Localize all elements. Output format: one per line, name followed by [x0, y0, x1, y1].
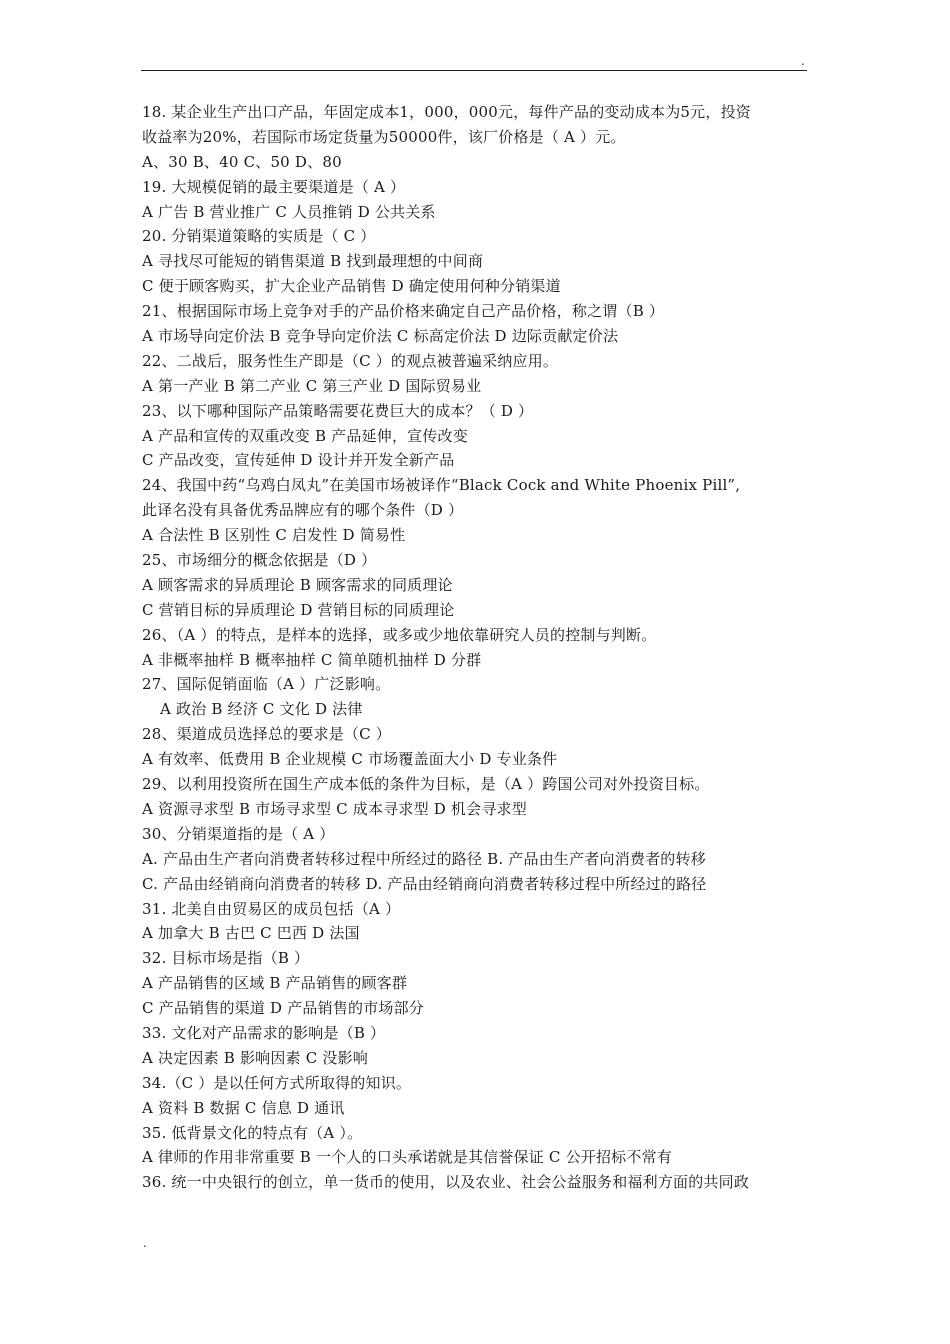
question-20-options-1: A 寻找尽可能短的销售渠道 B 找到最理想的中间商 — [142, 252, 484, 271]
question-29-options: A 资源寻求型 B 市场寻求型 C 成本寻求型 D 机会寻求型 — [142, 799, 527, 818]
header-dot: . — [801, 54, 805, 68]
question-26-options: A 非概率抽样 B 概率抽样 C 简单随机抽样 D 分群 — [142, 650, 482, 669]
question-21-options: A 市场导向定价法 B 竞争导向定价法 C 标高定价法 D 边际贡献定价法 — [142, 327, 619, 346]
question-21: 21、根据国际市场上竞争对手的产品价格来确定自己产品价格，称之谓（B ） — [142, 302, 665, 321]
question-28: 28、渠道成员选择总的要求是（C ） — [142, 725, 391, 744]
footer-dot: . — [143, 1236, 147, 1250]
question-35-options: A 律师的作用非常重要 B 一个人的口头承诺就是其信誉保证 C 公开招标不常有 — [142, 1148, 672, 1167]
question-30: 30、分销渠道指的是（ A ） — [142, 824, 335, 843]
question-23-options-1: A 产品和宣传的双重改变 B 产品延伸，宣传改变 — [142, 426, 468, 445]
question-28-options: A 有效率、低费用 B 企业规模 C 市场覆盖面大小 D 专业条件 — [142, 750, 558, 769]
question-18-options: A、30 B、40 C、50 D、80 — [142, 152, 342, 171]
question-18-line2: 收益率为20%，若国际市场定货量为50000件，该厂价格是（ A ）元。 — [142, 127, 626, 146]
question-24-line2: 此译名没有具备优秀品牌应有的哪个条件（D ） — [142, 501, 464, 520]
question-32-options-1: A 产品销售的区域 B 产品销售的顾客群 — [142, 974, 408, 993]
question-29: 29、以利用投资所在国生产成本低的条件为目标，是（A ）跨国公司对外投资目标。 — [142, 775, 710, 794]
question-22: 22、二战后，服务性生产即是（C ）的观点被普遍采纳应用。 — [142, 351, 559, 370]
question-30-options-1: A. 产品由生产者向消费者转移过程中所经过的路径 B. 产品由生产者向消费者的转移 — [142, 849, 706, 868]
question-31-options: A 加拿大 B 古巴 C 巴西 D 法国 — [142, 924, 360, 943]
question-31: 31. 北美自由贸易区的成员包括（A ） — [142, 899, 401, 918]
question-19-options: A 广告 B 营业推广 C 人员推销 D 公共关系 — [142, 202, 436, 221]
document-body — [142, 100, 818, 1195]
question-20: 20. 分销渠道策略的实质是（ C ） — [142, 227, 376, 246]
question-34-options: A 资料 B 数据 C 信息 D 通讯 — [142, 1098, 345, 1117]
question-32-options-2: C 产品销售的渠道 D 产品销售的市场部分 — [142, 999, 425, 1018]
question-27: 27、国际促销面临（A ）广泛影响。 — [142, 675, 391, 694]
question-27-options: A 政治 B 经济 C 文化 D 法律 — [160, 700, 363, 719]
question-25: 25、市场细分的概念依据是（D ） — [142, 551, 377, 570]
question-24-options: A 合法性 B 区别性 C 启发性 D 简易性 — [142, 526, 406, 545]
question-36: 36. 统一中央银行的创立，单一货币的使用，以及农业、社会公益服务和福利方面的共同政 — [142, 1173, 750, 1192]
question-32: 32. 目标市场是指（B ） — [142, 949, 310, 968]
question-18-line1: 18. 某企业生产出口产品，年固定成本1，000，000元，每件产品的变动成本为5元，投资 — [142, 103, 751, 121]
question-20-options-2: C 便于顾客购买，扩大企业产品销售 D 确定使用何种分销渠道 — [142, 277, 561, 296]
question-25-options-1: A 顾客需求的异质理论 B 顾客需求的同质理论 — [142, 575, 453, 594]
question-35: 35. 低背景文化的特点有（A ）。 — [142, 1123, 363, 1142]
question-30-options-2: C. 产品由经销商向消费者的转移 D. 产品由经销商向消费者转移过程中所经过的路径 — [142, 874, 707, 893]
question-26: 26、（A ）的特点，是样本的选择，或多或少地依靠研究人员的控制与判断。 — [142, 625, 657, 644]
question-34: 34.（C ）是以任何方式所取得的知识。 — [142, 1073, 412, 1092]
question-33: 33. 文化对产品需求的影响是（B ） — [142, 1023, 386, 1042]
question-22-options: A 第一产业 B 第二产业 C 第三产业 D 国际贸易业 — [142, 376, 482, 395]
question-24-line1: 24、我国中药“乌鸡白凤丸”在美国市场被译作“Black Cock and White Phoenix Pill”, — [142, 476, 741, 495]
question-33-options: A 决定因素 B 影响因素 C 没影响 — [142, 1048, 368, 1067]
question-23: 23、以下哪种国际产品策略需要花费巨大的成本？（ D ） — [142, 401, 534, 420]
question-19: 19. 大规模促销的最主要渠道是（ A ） — [142, 177, 406, 196]
question-25-options-2: C 营销目标的异质理论 D 营销目标的同质理论 — [142, 600, 455, 619]
question-23-options-2: C 产品改变，宣传延伸 D 设计并开发全新产品 — [142, 451, 455, 470]
header-rule — [141, 70, 807, 71]
